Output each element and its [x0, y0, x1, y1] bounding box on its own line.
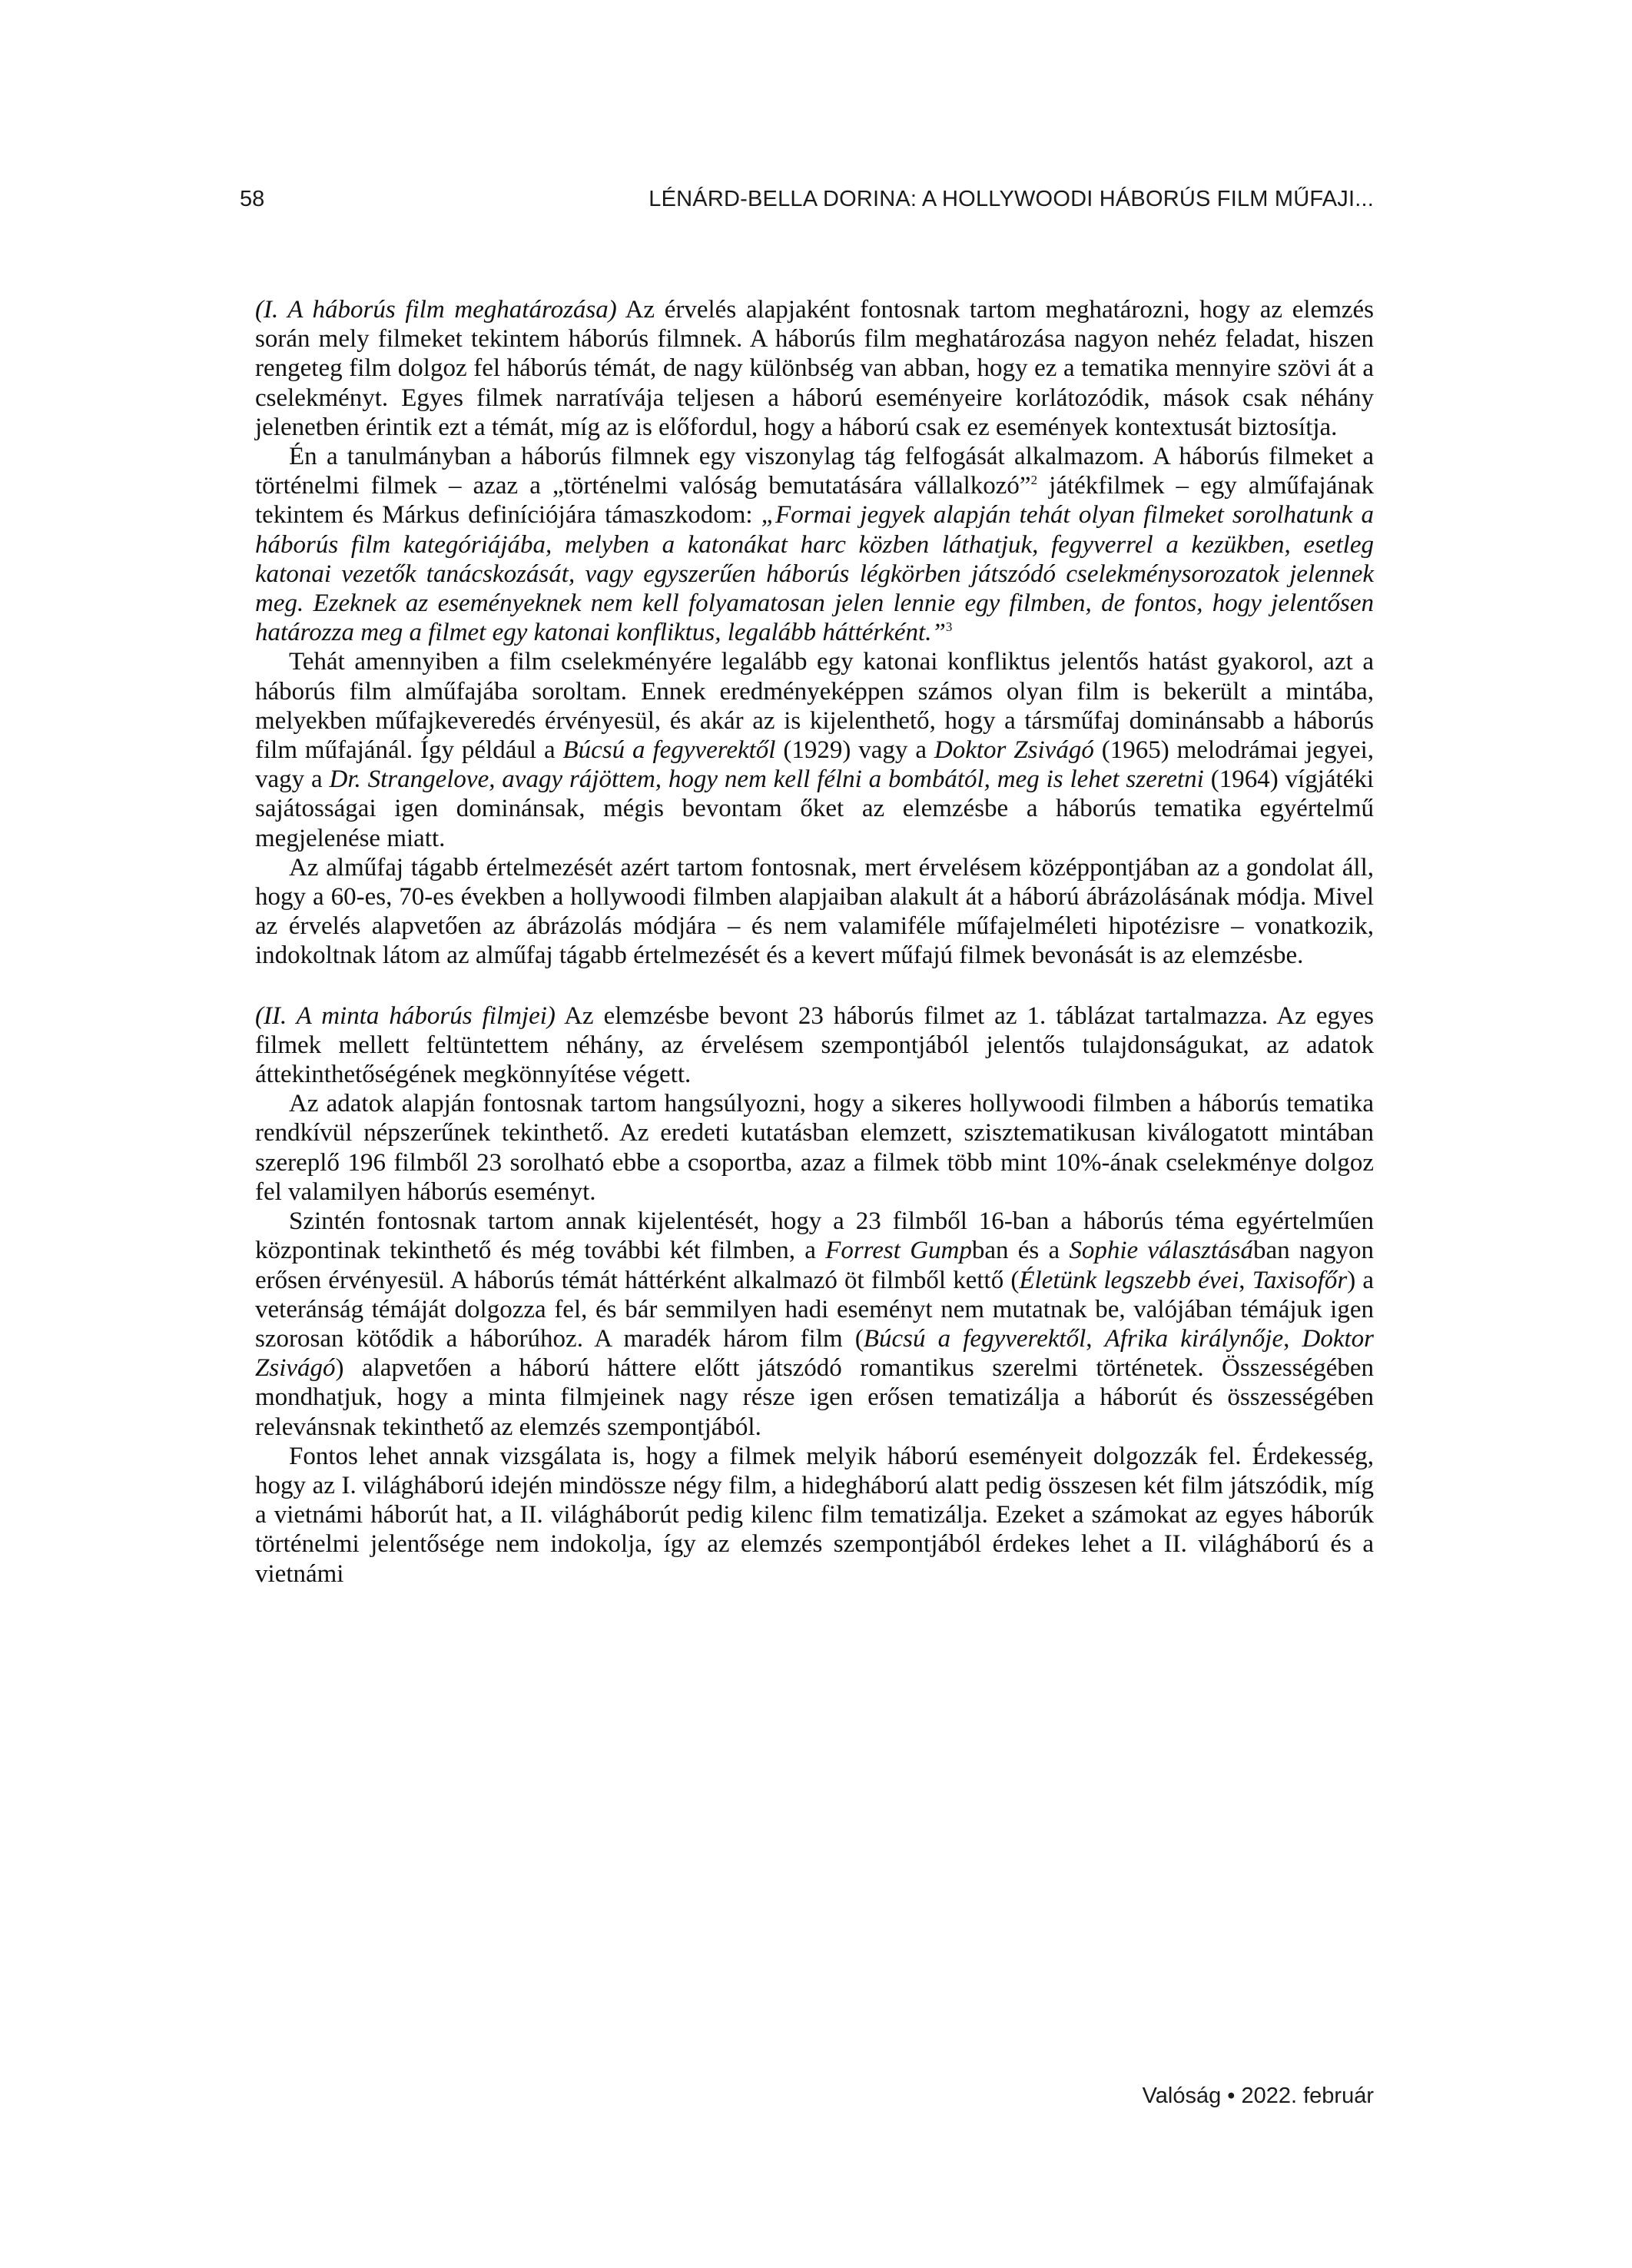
text: Az elemzésbe bevont 23 háborús filmet az 1. táblázat tartalmazza. Az egyes filmek mellett feltüntettem néhány, az érvelésem szempontjából jelentős tulajdonságukat, az adatok áttekinthetőségének megkönnyítése végett.: [255, 1001, 1374, 1089]
paragraph-5: [255, 1001, 1374, 1090]
page-number: 58: [240, 187, 265, 211]
text: ban és a: [971, 1237, 1070, 1265]
paragraph-8: Fontos lehet annak vizsgálata is, hogy a filmek melyik háború eseményeit dolgozzák fel. Érdekesség, hogy az I. világháború idején mindössze négy film, a hidegháború alatt pedig összesen két film játszódik, míg a vietnámi háborút hat, a II. világháborút pedig kilenc film tematizálja. Ezeket a számokat az egyes háborúk történelmi jelentősége nem indokolja, így az elemzés szempontjából érdekes lehet a II. világháború és a vietnámi: [255, 1442, 1374, 1588]
article-body: [255, 295, 1374, 1589]
running-title: LÉNÁRD-BELLA DORINA: A HOLLYWOODI HÁBORÚS FILM MŰFAJI...: [648, 187, 1374, 211]
section-heading-1: (I. A háborús film meghatározása): [255, 296, 617, 324]
text: játékfilmek – egy alműfajának tekintem és Márkus definíciójára támaszkodom:: [255, 472, 1374, 530]
text: (1964) vígjátéki sajátosságai igen dominánsak, mégis bevontam őket az elemzésbe a háborús tematika egyértelmű megjelenése miatt.: [255, 765, 1374, 852]
text: Én a tanulmányban a háborús filmnek egy viszonylag tág felfogását alkalmazom. A háborús filmeket a történelmi filmek – azaz a „történelmi valóság bemutatására vállalkozó”: [255, 443, 1374, 500]
film-title: Életünk legszebb évei: [1019, 1266, 1239, 1294]
paragraph-7: [255, 1207, 1374, 1442]
section-heading-2: (II. A minta háborús filmjei): [255, 1001, 556, 1030]
film-title: Sophie választásá: [1069, 1237, 1253, 1265]
quotation: „Formai jegyek alapján tehát olyan filmeket sorolhatunk a háborús film kategóriájába, melyben a katonákat harc közben láthatjuk, fegyverrel a kezükben, esetleg katonai vezetők tanácskozását, vagy egyszerűen háborús légkörben játszódó cselekménysorozatok jelennek meg. Ezeknek az eseményeknek nem kell folyamatosan jelen lennie egy filmben, de fontos, hogy jelentősen határozza meg a filmet egy katonai konfliktus, legalább háttérként.”: [255, 501, 1374, 647]
film-title: Doktor Zsivágó: [255, 1324, 1375, 1383]
film-title: Forrest Gump: [825, 1237, 972, 1265]
paragraph-1: [255, 295, 1374, 442]
film-title: Dr. Strangelove, avagy rájöttem, hogy nem kell félni a bombától, meg is lehet szeretni: [329, 765, 1204, 794]
paragraph-3: [255, 647, 1374, 852]
text: (1929) vagy a: [775, 736, 934, 765]
text: ,: [1086, 1324, 1105, 1353]
text: ,: [1283, 1324, 1302, 1353]
page-footer: Valóság • 2022. február: [1142, 2084, 1374, 2108]
film-title: Afrika királynője: [1104, 1324, 1284, 1353]
film-title: Doktor Zsivágó: [934, 736, 1094, 765]
text: Szintén fontosnak tartom annak kijelentését, hogy a 23 filmből 16-ban a háborús téma egyértelműen központinak tekinthető és még további két filmben, a: [255, 1207, 1374, 1265]
film-title: Taxisofőr: [1252, 1266, 1348, 1294]
text: ban nagyon erősen érvényesül. A háborús témát háttérként alkalmazó öt filmből kettő (: [255, 1237, 1374, 1294]
text: Tehát amennyiben a film cselekményére legalább egy katonai konfliktus jelentős hatást gyakorol, azt a háborús film alműfajába soroltam. Ennek eredményeképpen számos olyan film is bekerült a mintába, melyekben műfajkeveredés érvényesül, és akár az is kijelenthető, hogy a társműfaj dominánsabb a háborús film műfajánál. Így például a: [255, 648, 1374, 765]
text: (1965) melodrámai jegyei, vagy a: [255, 736, 1375, 794]
text: ) alapvetően a háború háttere előtt játszódó romantikus szerelmi történetek. Összességében mondhatjuk, hogy a minta filmjeinek nagy része igen erősen tematizálja a háborút és összességében relevánsnak tekinthető az elemzés szempontjából.: [255, 1354, 1374, 1441]
paragraph-4: Az alműfaj tágabb értelmezését azért tartom fontosnak, mert érvelésem középpontjában az a gondolat áll, hogy a 60-es, 70-es években a hollywoodi filmben alapjaiban alakult át a háború ábrázolásának módja. Mivel az érvelés alapvetően az ábrázolás módjára – és nem valamiféle műfajelméleti hipotézisre – vonatkozik, indokoltnak látom az alműfaj tágabb értelmezését és a kevert műfajú filmek bevonását is az elemzésbe.: [255, 853, 1374, 970]
film-title: Búcsú a fegyverektől: [863, 1324, 1086, 1353]
page-header: [240, 187, 1374, 222]
text: Az érvelés alapjaként fontosnak tartom meghatározni, hogy az elemzés során mely filmeket tekintem háborús filmnek. A háborús film meghatározása nagyon nehéz feladat, hiszen rengeteg film dolgoz fel háborús témát, de nagy különbség van abban, hogy ez a tematika mennyire szövi át a cselekményt. Egyes filmek narratívája teljesen a háború eseményeire korlátozódik, mások csak néhány jelenetben érintik ezt a témát, míg az is előfordul, hogy a háború csak ez események kontextusát biztosítja.: [255, 296, 1375, 441]
text: ,: [1239, 1266, 1252, 1294]
paragraph-2: [255, 442, 1374, 647]
paragraph-6: Az adatok alapján fontosnak tartom hangsúlyozni, hogy a sikeres hollywoodi filmben a háborús tematika rendkívül népszerűnek tekinthető. Az eredeti kutatásban elemzett, szisztematikusan kiválogatott mintában szereplő 196 filmből 23 sorolható ebbe a csoportba, azaz a filmek több mint 10%-ának cselekménye dolgoz fel valamilyen háborús eseményt.: [255, 1090, 1374, 1206]
footnote-ref-3: 3: [945, 619, 953, 635]
film-title: Búcsú a fegyverektől: [562, 736, 776, 765]
footnote-ref-2: 2: [1030, 473, 1038, 488]
text: ) a veteránság témáját dolgozza fel, és bár semmilyen hadi eseményt nem mutatnak be, valójában témájuk igen szorosan kötődik a háborúhoz. A maradék három film (: [255, 1266, 1375, 1353]
